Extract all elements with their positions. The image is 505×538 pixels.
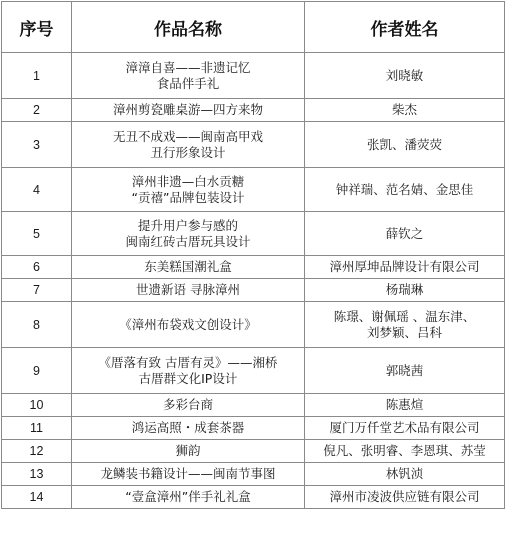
- author-line: 钟祥瑞、范名婧、金思佳: [335, 181, 474, 197]
- row-author: [305, 486, 505, 509]
- table-row: [2, 394, 505, 417]
- title-line: 《厝落有致 古厝有灵》——湘桥: [98, 354, 278, 370]
- title-line: 漳漳自喜——非遗记忆: [125, 59, 251, 75]
- author-line: 刘晓敏: [385, 67, 424, 83]
- row-author: [305, 99, 505, 122]
- table-row: [2, 302, 505, 348]
- table-row: [2, 486, 505, 509]
- row-index: 2: [2, 99, 72, 122]
- header-title: 作品名称: [72, 2, 305, 53]
- row-author: [305, 168, 505, 212]
- row-title: [72, 168, 305, 212]
- table-row: [2, 53, 505, 99]
- author-line: 漳州市凌波供应链有限公司: [329, 489, 480, 504]
- row-title: [72, 122, 305, 168]
- author-line: 柴杰: [391, 102, 417, 117]
- author-line: 陈惠煊: [385, 397, 424, 412]
- row-author: [305, 279, 505, 302]
- table-row: [2, 463, 505, 486]
- row-index: 14: [2, 486, 72, 509]
- table-body: [2, 53, 505, 509]
- title-line: 鸿运高照・成套茶器: [131, 420, 245, 435]
- title-line: 闽南红砖古厝玩具设计: [125, 233, 251, 249]
- row-title: [72, 212, 305, 256]
- title-line: “贡禧”品牌包装设计: [131, 189, 245, 205]
- row-index: 9: [2, 348, 72, 394]
- row-index: 4: [2, 168, 72, 212]
- row-index: 10: [2, 394, 72, 417]
- row-author: [305, 302, 505, 348]
- table-row: [2, 417, 505, 440]
- row-title: [72, 256, 305, 279]
- row-author: [305, 256, 505, 279]
- author-line: 张凯、潘荧荧: [366, 136, 442, 152]
- table-row: [2, 212, 505, 256]
- table-row: [2, 256, 505, 279]
- row-index: 8: [2, 302, 72, 348]
- award-table: [1, 1, 505, 509]
- table-row: [2, 122, 505, 168]
- title-line: 漳州剪瓷雕桌游—四方来物: [112, 102, 263, 117]
- row-title: [72, 394, 305, 417]
- author-line: 刘梦颖、吕科: [366, 324, 442, 340]
- row-title: [72, 486, 305, 509]
- author-line: 陈璟、谢佩瑶 、温东津、: [333, 308, 476, 324]
- row-title: [72, 302, 305, 348]
- row-title: [72, 53, 305, 99]
- title-line: 多彩台商: [162, 397, 213, 412]
- row-author: [305, 53, 505, 99]
- row-title: [72, 348, 305, 394]
- row-author: [305, 440, 505, 463]
- table-row: [2, 99, 505, 122]
- row-index: 11: [2, 417, 72, 440]
- title-line: 无丑不成戏——闽南高甲戏: [112, 128, 263, 144]
- row-index: 6: [2, 256, 72, 279]
- table-header-row: [2, 2, 505, 53]
- row-index: 3: [2, 122, 72, 168]
- row-author: [305, 417, 505, 440]
- row-title: [72, 279, 305, 302]
- table-row: [2, 440, 505, 463]
- author-line: 漳州厚坤品牌设计有限公司: [329, 259, 480, 274]
- row-author: [305, 394, 505, 417]
- author-line: 林钒浈: [385, 466, 424, 481]
- author-line: 杨瑞琳: [385, 282, 424, 297]
- row-title: [72, 99, 305, 122]
- title-line: 古厝群文化IP设计: [138, 370, 238, 386]
- header-index: 序号: [2, 2, 72, 53]
- row-index: 13: [2, 463, 72, 486]
- table-row: [2, 279, 505, 302]
- title-line: 丑行形象设计: [150, 144, 226, 160]
- title-line: 提升用户参与感的: [137, 217, 238, 233]
- row-author: [305, 212, 505, 256]
- title-line: 《漳州布袋戏文创设计》: [119, 316, 257, 332]
- row-title: [72, 417, 305, 440]
- author-line: 倪凡、张明睿、李恩琪、苏莹: [323, 443, 486, 458]
- row-title: [72, 440, 305, 463]
- table-row: [2, 168, 505, 212]
- author-line: 薛钦之: [385, 225, 424, 241]
- row-index: 12: [2, 440, 72, 463]
- title-line: “壹盒漳州”伴手礼礼盒: [125, 489, 251, 504]
- row-title: [72, 463, 305, 486]
- row-author: [305, 122, 505, 168]
- row-index: 1: [2, 53, 72, 99]
- author-line: 厦门万仟堂艺术品有限公司: [329, 420, 480, 435]
- table-row: [2, 348, 505, 394]
- header-author: 作者姓名: [305, 2, 505, 53]
- title-line: 漳州非遗—白水贡糖: [131, 173, 245, 189]
- row-author: [305, 463, 505, 486]
- title-line: 食品伴手礼: [156, 75, 220, 91]
- title-line: 东美糕国潮礼盒: [144, 259, 232, 274]
- row-index: 7: [2, 279, 72, 302]
- title-line: 世遗新语 寻脉漳州: [136, 282, 240, 297]
- author-line: 郭晓茜: [385, 362, 424, 378]
- title-line: 龙鳞装书籍设计——闽南节事图: [100, 466, 276, 481]
- row-index: 5: [2, 212, 72, 256]
- row-author: [305, 348, 505, 394]
- title-line: 狮韵: [175, 443, 201, 458]
